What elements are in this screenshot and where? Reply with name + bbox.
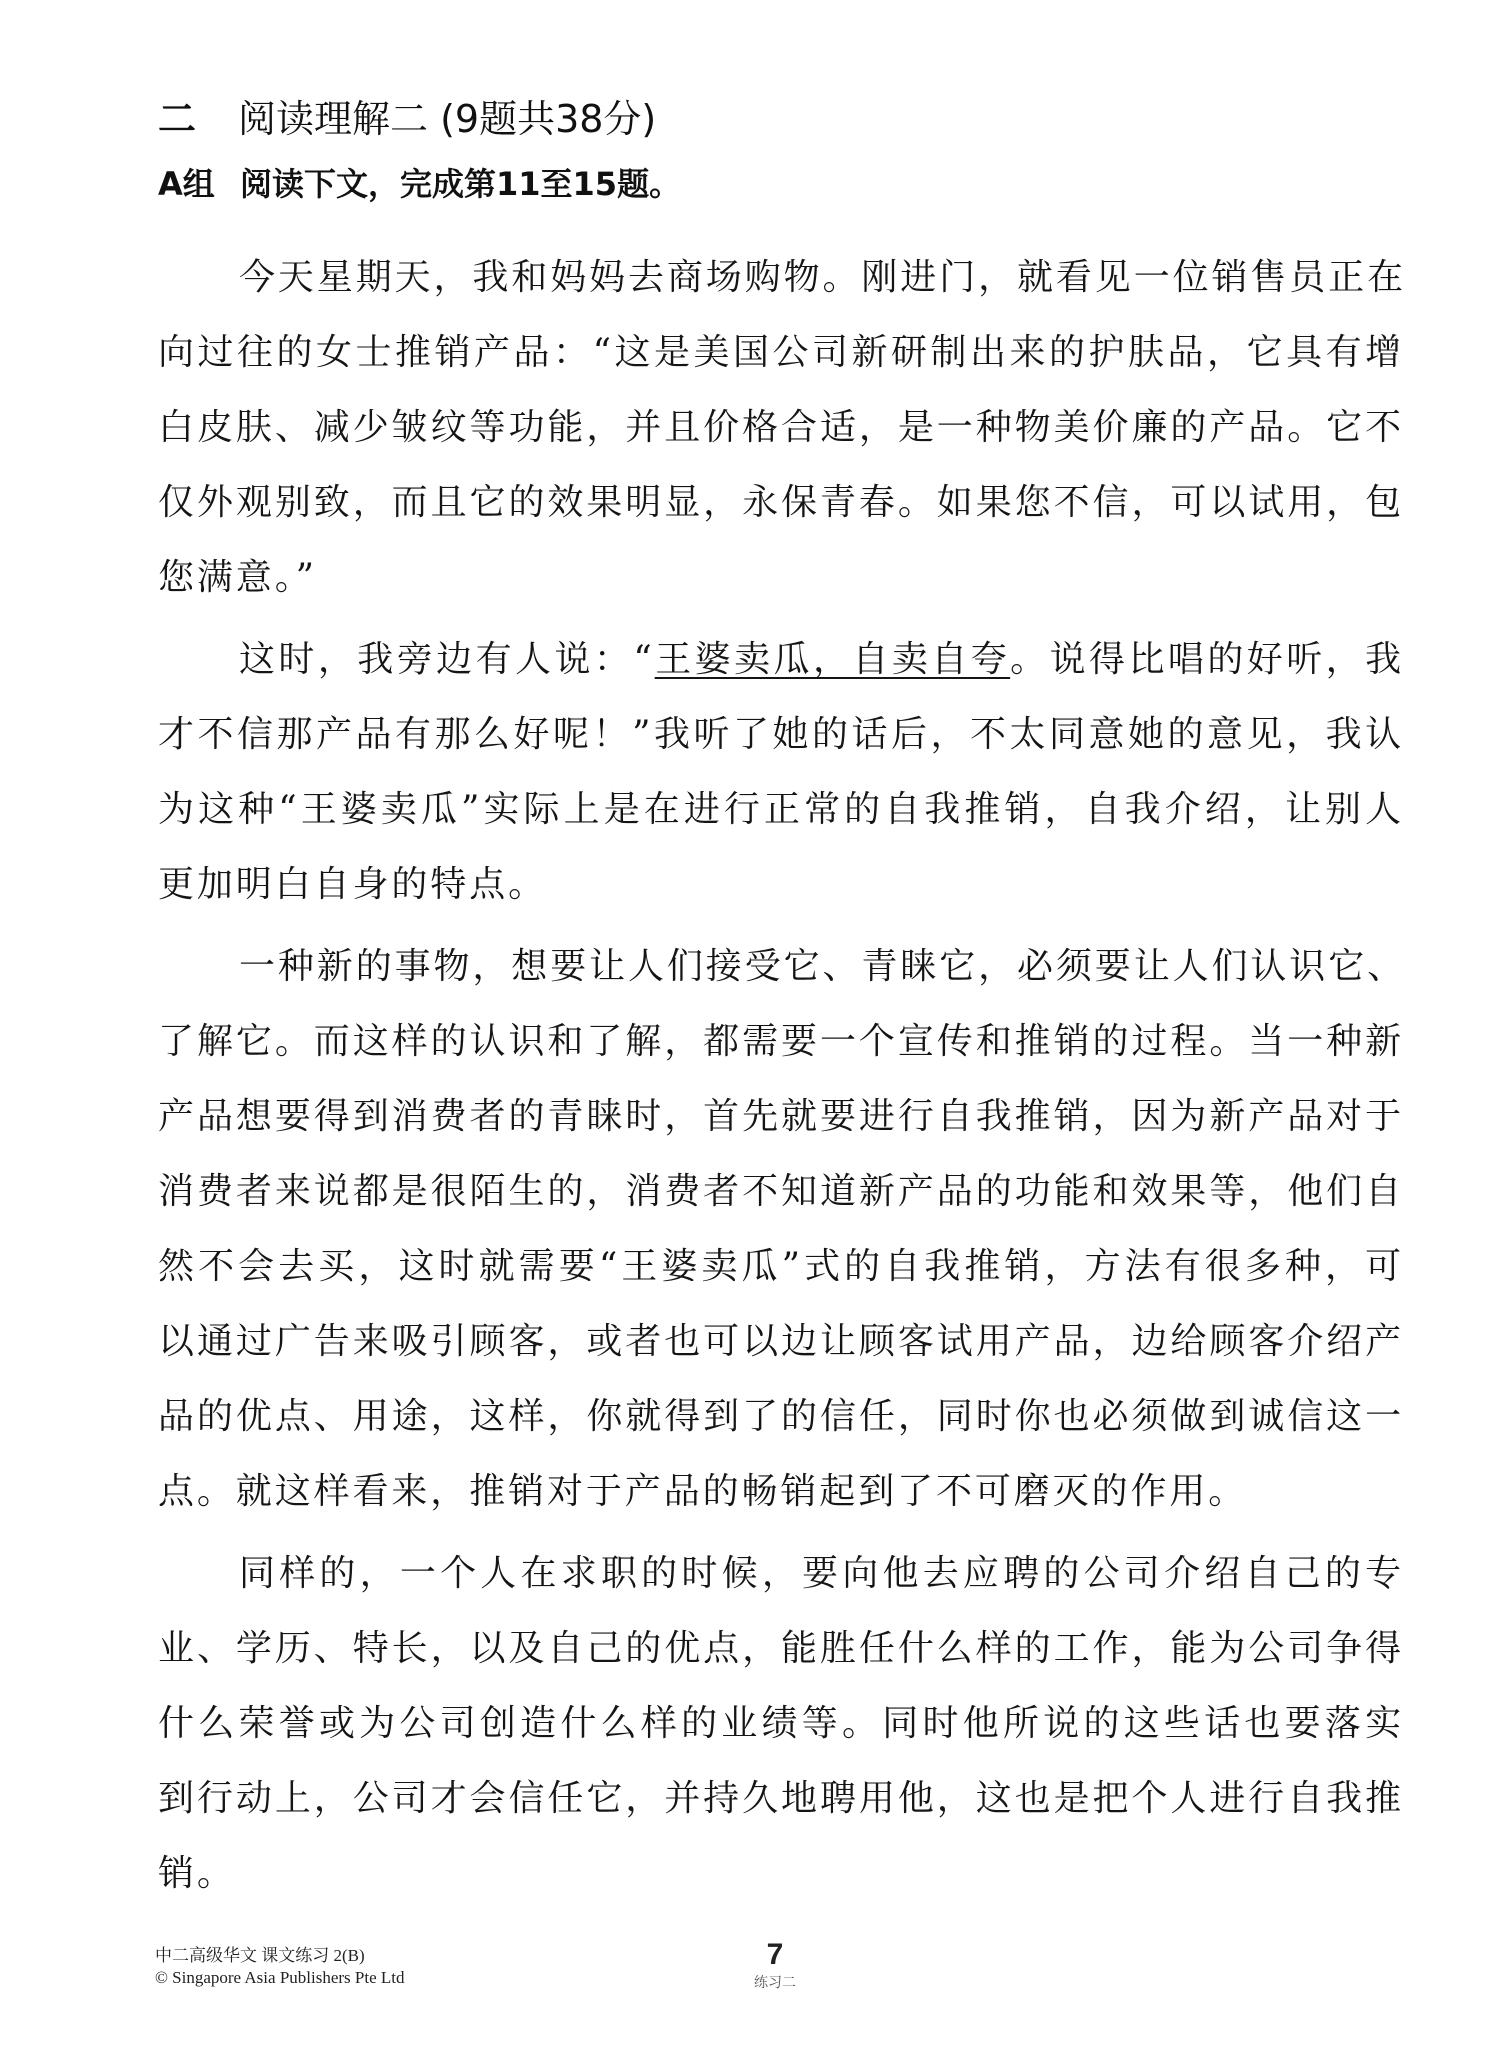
paragraph-2: [158, 622, 1404, 922]
footer-publisher: [155, 1945, 405, 1989]
underlined-idiom: 王婆卖瓜，自卖自夸: [654, 639, 1011, 680]
passage-line: 今天星期天，我和妈妈去商场购物。刚进门，就看见一位销售员正在: [239, 257, 1407, 298]
instruction-text: 阅读下文，完成第11至15题。: [240, 165, 682, 203]
paragraph-1: [158, 240, 1407, 615]
passage-line: 品的优点、用途，这样，你就得到了的信任，同时你也必须做到诚信这一: [158, 1396, 1404, 1437]
paragraph-4: [158, 1536, 1404, 1911]
line-text: 这时，我旁边有人说：“: [239, 639, 655, 680]
section-title: 阅读理解二 (9题共38分): [238, 97, 657, 141]
paragraph-3: [158, 929, 1407, 1529]
passage-line: 了解它。而这样的认识和了解，都需要一个宣传和推销的过程。当一种新: [158, 1021, 1404, 1062]
group-label: A组: [158, 165, 215, 203]
passage-line: 才不信那产品有那么好呢！”我听了她的话后，不太同意她的意见，我认: [158, 714, 1404, 755]
copyright-text: © Singapore Asia Publishers Pte Ltd: [155, 1968, 405, 1987]
passage-line: 业、学历、特长，以及自己的优点，能胜任什么样的工作，能为公司争得: [158, 1628, 1404, 1669]
passage-line: [158, 622, 1404, 697]
line-text: 。说得比唱的好听，我: [1010, 639, 1404, 680]
passage-line: 什么荣誉或为公司创造什么样的业绩等。同时他所说的这些话也要落实: [158, 1703, 1404, 1744]
passage-line: 到行动上，公司才会信任它，并持久地聘用他，这也是把个人进行自我推: [158, 1778, 1404, 1819]
group-instruction: [158, 164, 681, 204]
passage-line: 一种新的事物，想要让人们接受它、青睐它，必须要让人们认识它、: [239, 946, 1407, 987]
page-number: 7: [766, 1938, 784, 1971]
reading-passage: [158, 240, 1407, 1918]
passage-line: 为这种“王婆卖瓜”实际上是在进行正常的自我推销，自我介绍，让别人: [158, 789, 1404, 830]
passage-line: 您满意。”: [158, 557, 317, 598]
passage-line: 白皮肤、减少皱纹等功能，并且价格合适，是一种物美价廉的产品。它不: [158, 407, 1404, 448]
footer-page-info: [740, 1938, 810, 1992]
passage-line: 仅外观别致，而且它的效果明显，永保青春。如果您不信，可以试用，包: [158, 482, 1404, 523]
passage-line: 产品想要得到消费者的青睐时，首先就要进行自我推销，因为新产品对于: [158, 1096, 1404, 1137]
passage-line: 同样的，一个人在求职的时候，要向他去应聘的公司介绍自己的专: [239, 1553, 1404, 1594]
book-title: 中二高级华文 课文练习 2(B): [155, 1946, 365, 1965]
passage-line: 点。就这样看来，推销对于产品的畅销起到了不可磨灭的作用。: [158, 1471, 1248, 1512]
passage-line: 然不会去买，这时就需要“王婆卖瓜”式的自我推销，方法有很多种，可: [158, 1246, 1404, 1287]
section-heading: [158, 97, 656, 141]
section-number: 二: [158, 97, 197, 141]
passage-line: 向过往的女士推销产品：“这是美国公司新研制出来的护肤品，它具有增: [158, 332, 1404, 373]
passage-line: 以通过广告来吸引顾客，或者也可以边让顾客试用产品，边给顾客介绍产: [158, 1321, 1404, 1362]
passage-line: 更加明白自身的特点。: [158, 864, 548, 905]
passage-line: 消费者来说都是很陌生的，消费者不知道新产品的功能和效果等，他们自: [158, 1171, 1404, 1212]
section-label: 练习二: [754, 1974, 796, 1990]
passage-line: 销。: [158, 1853, 236, 1894]
